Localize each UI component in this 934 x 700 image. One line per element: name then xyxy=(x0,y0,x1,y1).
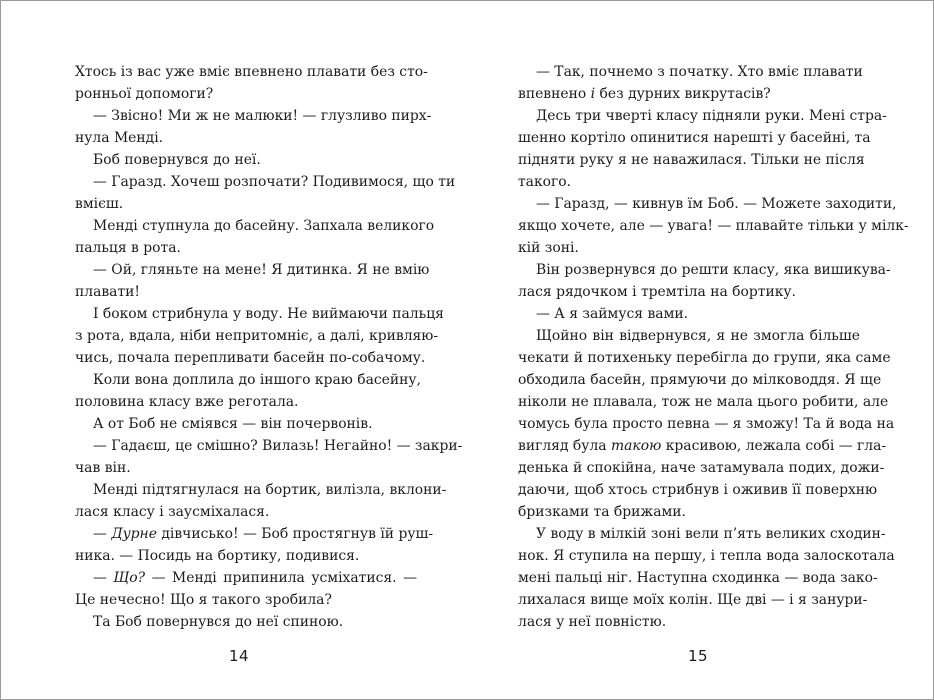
text-line: лихалася вище моїх колін. Ще дві — і я занури- xyxy=(518,592,868,608)
text-line: лася класу і заусміхалася. xyxy=(75,504,270,520)
right-page xyxy=(518,61,909,633)
text-line: мені пальці ніг. Наступна сходинка — вода зако- xyxy=(518,570,878,586)
page-number-right: 15 xyxy=(688,647,709,665)
text-line: Щойно він відвернувся, я не змогла більше xyxy=(536,328,860,344)
left-page xyxy=(75,61,463,633)
text-line: нула Менді. xyxy=(75,130,164,146)
text-segment: — xyxy=(93,570,114,586)
text-line: чекати й потихеньку перебігла до групи, яка саме xyxy=(518,350,891,366)
page-number-left: 14 xyxy=(229,647,250,665)
text-line: Це нечесно! Що я такого зробила? xyxy=(75,592,332,608)
text-segment: вигляд була xyxy=(518,438,611,454)
text-line: — Ой, гляньте на мене! Я дитинка. Я не вмію xyxy=(93,262,430,278)
text-line: Менді підтягнулася на бортик, вилізла, вклони- xyxy=(93,482,447,498)
text-line xyxy=(75,523,434,545)
text-line: денька й спокійна, наче затамувала подих, дожи- xyxy=(518,460,885,476)
text-line: Боб повернувся до неї. xyxy=(93,152,261,168)
italic-text: і xyxy=(590,86,596,102)
text-line: І боком стрибнула у воду. Не виймаючи пальця xyxy=(93,306,444,322)
text-line: — Гаразд, — кивнув їм Боб. — Можете заходити, xyxy=(536,196,897,212)
text-line xyxy=(518,83,860,105)
text-line xyxy=(518,435,887,457)
text-line: нок. Я ступила на першу, і тепла вода залоскотала xyxy=(518,548,895,564)
text-line: Коли вона доплила до іншого краю басейну, xyxy=(93,372,422,388)
text-line: підняти руку я не наважилася. Тільки не після xyxy=(518,152,865,168)
text-segment: без дурних викрутасів? xyxy=(595,86,771,102)
text-segment: — xyxy=(93,526,112,542)
text-line: Він розвернувся до решти класу, яка вишикува- xyxy=(536,262,891,278)
text-line: пальця в рота. xyxy=(75,240,181,256)
text-line: вмієш. xyxy=(75,196,124,212)
text-line: ника. — Посидь на бортику, подивися. xyxy=(75,548,360,564)
text-segment: красивою, лежала собі — гла- xyxy=(661,438,887,454)
text-line: обходила басейн, прямуючи до мілководдя. Я ще xyxy=(518,372,882,388)
text-line: Хтось із вас уже вміє впевнено плавати без сто- xyxy=(75,64,428,80)
text-line: А от Боб не сміявся — він почервонів. xyxy=(93,416,373,432)
text-line: — А я займуся вами. xyxy=(536,306,689,322)
text-line: шенно кортіло опинитися нарешті у басейні, та xyxy=(518,130,871,146)
text-line: У воду в мілкій зоні вели п’ять великих сходин- xyxy=(536,526,886,542)
text-line: такого. xyxy=(518,174,572,190)
text-line: ронньої допомоги? xyxy=(75,86,214,102)
text-line: даючи, щоб хтось стрибнув і оживив її поверхню xyxy=(518,482,878,498)
text-line: бризками та брижами. xyxy=(518,504,686,520)
text-line: — Гадаєш, це смішно? Вилазь! Негайно! — закри- xyxy=(93,438,463,454)
text-segment: дівчисько! — Боб простягнув їй руш- xyxy=(156,526,434,542)
text-segment: впевнено xyxy=(518,86,591,102)
text-line: половина класу вже реготала. xyxy=(75,394,299,410)
text-line: чав він. xyxy=(75,460,131,476)
text-line: чись, почала перепливати басейн по-собачому. xyxy=(75,350,426,366)
text-line: ніколи не плавала, тож не мала цього робити, але xyxy=(518,394,889,410)
text-line: лася рядочком і тремтіла на бортику. xyxy=(518,284,796,300)
italic-text: Дурне xyxy=(111,526,157,542)
text-line xyxy=(75,567,417,589)
text-line: — Так, почнемо з початку. Хто вміє плавати xyxy=(536,64,863,80)
italic-text: Що? xyxy=(113,570,146,586)
italic-text: такою xyxy=(610,438,662,454)
text-line: Менді ступнула до басейну. Запхала великого xyxy=(93,218,435,234)
text-line: плавати! xyxy=(75,284,140,300)
text-segment: — Менді припинила усміхатися. — xyxy=(145,570,417,586)
text-line: — Гаразд. Хочеш розпочати? Подивимося, що ти xyxy=(93,174,456,190)
text-line: — Звісно! Ми ж не малюки! — глузливо пирх- xyxy=(93,108,432,124)
text-line: Та Боб повернувся до неї спиною. xyxy=(93,614,344,630)
text-line: Десь три чверті класу підняли руки. Мені стра- xyxy=(536,108,887,124)
text-line: лася у неї повністю. xyxy=(518,614,667,630)
text-line: кій зоні. xyxy=(518,240,579,256)
text-line: чомусь була просто певна — я зможу! Та й вода на xyxy=(518,416,895,432)
text-line: якщо хочете, але — увага! — плавайте тільки у мілк- xyxy=(518,218,909,234)
text-line: з рота, вдала, ніби непритомніє, а далі, кривляю- xyxy=(75,328,439,344)
